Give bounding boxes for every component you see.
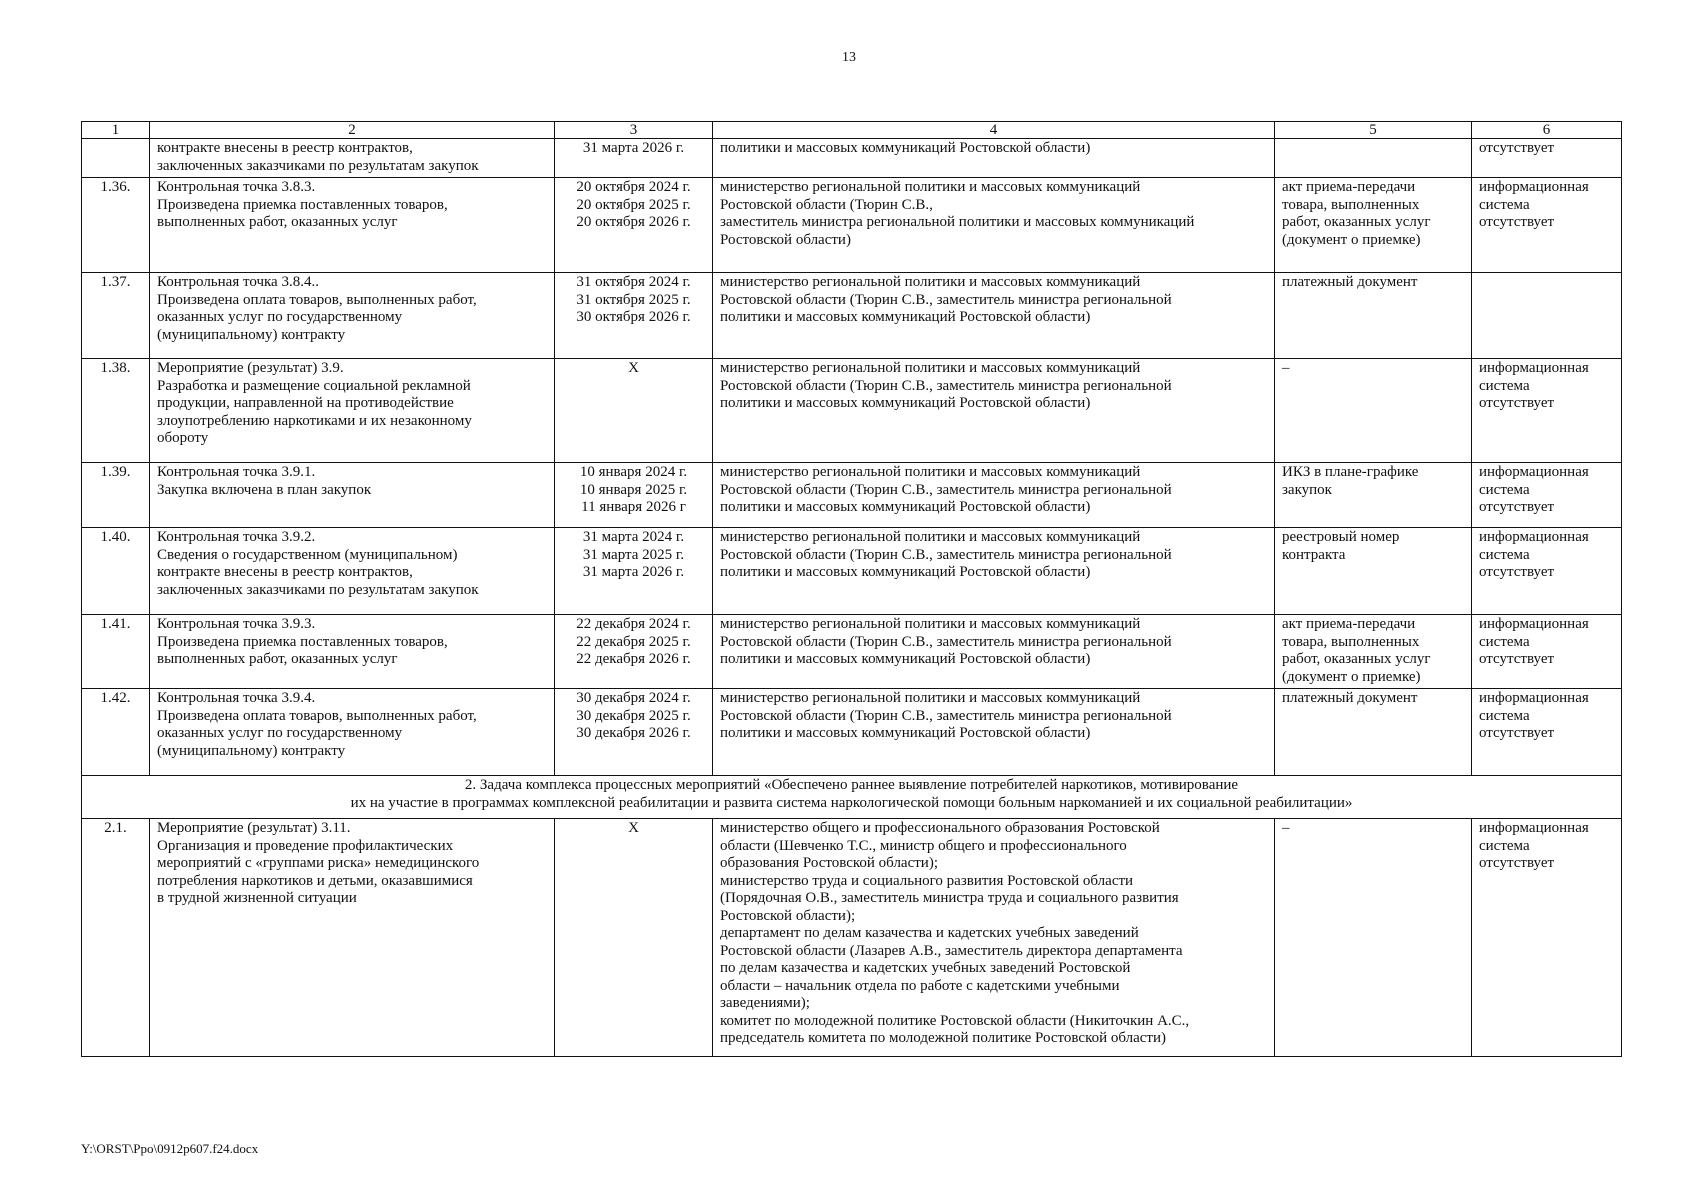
row-dates — [555, 689, 713, 776]
row-responsible-line: образования Ростовской области); — [720, 855, 938, 871]
row-dates-line: 31 марта 2024 г. — [582, 529, 685, 545]
row-responsible-line: Ростовской области (Тюрин С.В., заместитель министра региональной — [720, 291, 1172, 308]
row-responsible — [713, 273, 1275, 359]
row-responsible-line: политики и массовых коммуникаций Ростовской области) — [720, 395, 1091, 411]
row-dates-line: 22 декабря 2026 г. — [576, 651, 691, 667]
row-responsible-line: министерство региональной политики и массовых коммуникаций — [720, 360, 1141, 376]
row-number: 1.38. — [82, 359, 150, 463]
row-description-line: Контрольная точка 3.9.3. — [157, 616, 316, 632]
row-dates-line: 30 декабря 2024 г. — [576, 690, 691, 706]
row-responsible-line: министерство региональной политики и массовых коммуникаций — [720, 616, 1141, 632]
row-description-line: выполненных работ, оказанных услуг — [157, 651, 398, 667]
row-responsible-line: Ростовской области (Тюрин С.В., заместитель министра региональной — [720, 377, 1172, 394]
row-responsible — [713, 359, 1275, 463]
row-description-line: Произведена оплата товаров, выполненных работ, — [157, 291, 477, 308]
row-description-line: Мероприятие (результат) 3.11. — [157, 820, 351, 836]
row-dates-line: 31 марта 2026 г. — [582, 564, 685, 580]
row-description — [150, 273, 555, 359]
row-document — [1275, 273, 1472, 359]
row-dates-line: 10 января 2025 г. — [579, 481, 688, 498]
header-col-5: 5 — [1275, 122, 1472, 139]
row-info-system-line: отсутствует — [1479, 725, 1555, 741]
row-document — [1275, 359, 1472, 463]
row-info-system-line: информационная — [1479, 690, 1589, 706]
row-info-system-line: информационная — [1479, 820, 1589, 836]
row-dates — [555, 819, 713, 1057]
section-heading-line: 2. Задача комплекса процессных мероприятий «Обеспечено раннее выявление потребителей наркотиков, мотивирование — [464, 777, 1239, 793]
row-description-line: Организация и проведение профилактических — [157, 837, 454, 854]
row-dates — [555, 359, 713, 463]
row-responsible-line: министерство труда и социального развития Ростовской области — [720, 872, 1134, 889]
row-dates — [555, 178, 713, 273]
row-dates — [555, 273, 713, 359]
row-info-system-line: информационная — [1479, 360, 1589, 376]
row-description — [150, 139, 555, 178]
row-dates-line: 30 декабря 2025 г. — [576, 707, 691, 724]
row-info-system-line: отсутствует — [1479, 651, 1555, 667]
row-info-system-line: система — [1479, 707, 1530, 724]
row-info-system — [1472, 139, 1622, 178]
row-document-line: закупок — [1282, 481, 1332, 498]
row-info-system — [1472, 178, 1622, 273]
row-dates — [555, 528, 713, 615]
header-col-6: 6 — [1472, 122, 1622, 139]
row-dates-line: 30 октября 2026 г. — [576, 309, 691, 325]
row-info-system — [1472, 689, 1622, 776]
row-info-system-line: отсутствует — [1479, 214, 1555, 230]
row-dates-line: 31 октября 2025 г. — [576, 291, 691, 308]
row-document-line: работ, оказанных услуг — [1282, 651, 1431, 667]
row-info-system — [1472, 819, 1622, 1057]
row-responsible-line: Ростовской области (Тюрин С.В., заместитель министра региональной — [720, 546, 1172, 563]
row-dates-line: 31 марта 2026 г. — [582, 140, 685, 156]
row-info-system-line: система — [1479, 196, 1530, 213]
row-number: 2.1. — [82, 819, 150, 1057]
row-description-line: Сведения о государственном (муниципальном) — [157, 546, 458, 563]
row-document-line: работ, оказанных услуг — [1282, 214, 1431, 230]
row-document — [1275, 528, 1472, 615]
row-info-system-line: отсутствует — [1479, 140, 1555, 156]
row-dates-line: 11 января 2026 г — [581, 499, 686, 515]
row-document — [1275, 819, 1472, 1057]
row-info-system — [1472, 359, 1622, 463]
row-responsible — [713, 463, 1275, 528]
row-document-line: товара, выполненных — [1282, 633, 1420, 650]
row-dates-line: 30 декабря 2026 г. — [576, 725, 691, 741]
row-description — [150, 463, 555, 528]
row-responsible — [713, 528, 1275, 615]
row-responsible-line: политики и массовых коммуникаций Ростовской области) — [720, 309, 1091, 325]
row-dates-line: 20 октября 2025 г. — [576, 196, 691, 213]
row-responsible-line: политики и массовых коммуникаций Ростовской области) — [720, 564, 1091, 580]
row-info-system — [1472, 528, 1622, 615]
row-number: 1.36. — [82, 178, 150, 273]
row-description-line: Контрольная точка 3.8.4.. — [157, 274, 319, 290]
row-document-line: товара, выполненных — [1282, 196, 1420, 213]
row-description-line: Разработка и размещение социальной рекламной — [157, 377, 471, 394]
table-row — [82, 528, 1622, 615]
row-description-line: Контрольная точка 3.9.4. — [157, 690, 316, 706]
row-responsible-line: политики и массовых коммуникаций Ростовской области) — [720, 140, 1091, 156]
row-info-system-line: система — [1479, 481, 1530, 498]
row-dates-line: 31 марта 2025 г. — [582, 546, 685, 563]
row-info-system-line: система — [1479, 837, 1530, 854]
row-document-line: реестровый номер — [1282, 529, 1400, 545]
row-responsible-line: области – начальник отдела по работе с кадетскими учебными — [720, 977, 1120, 994]
row-description-line: Произведена приемка поставленных товаров, — [157, 633, 448, 650]
row-description — [150, 178, 555, 273]
header-row — [82, 122, 1622, 139]
row-responsible-line: политики и массовых коммуникаций Ростовской области) — [720, 499, 1091, 515]
row-document-line: – — [1282, 360, 1290, 376]
row-description — [150, 528, 555, 615]
row-description-line: Закупка включена в план закупок — [157, 481, 372, 498]
row-responsible-line: политики и массовых коммуникаций Ростовской области) — [720, 725, 1091, 741]
row-document — [1275, 615, 1472, 689]
row-info-system — [1472, 463, 1622, 528]
row-description-line: злоупотреблению наркотиками и их незаконному — [157, 412, 472, 429]
row-number: 1.37. — [82, 273, 150, 359]
row-dates-line: 20 октября 2024 г. — [576, 179, 691, 195]
row-responsible-line: министерство региональной политики и массовых коммуникаций — [720, 464, 1141, 480]
row-responsible-line: департамент по делам казачества и кадетских учебных заведений — [720, 925, 1139, 941]
row-responsible-line: министерство региональной политики и массовых коммуникаций — [720, 179, 1141, 195]
row-document — [1275, 178, 1472, 273]
row-description-line: Мероприятие (результат) 3.9. — [157, 360, 344, 376]
row-description-line: оказанных услуг по государственному — [157, 725, 403, 741]
section-row — [82, 776, 1622, 819]
row-responsible-line: области (Шевченко Т.С., министр общего и профессионального — [720, 837, 1127, 854]
row-document-line: ИКЗ в плане-графике — [1282, 464, 1419, 480]
row-responsible — [713, 819, 1275, 1057]
row-document-line: платежный документ — [1282, 274, 1418, 290]
row-responsible-line: заместитель министра региональной политики и массовых коммуникаций — [720, 214, 1195, 230]
table-row — [82, 463, 1622, 528]
row-description — [150, 615, 555, 689]
table-row — [82, 178, 1622, 273]
row-dates — [555, 139, 713, 178]
row-document-line: (документ о приемке) — [1282, 668, 1421, 685]
row-dates-line: 31 октября 2024 г. — [576, 274, 691, 290]
row-responsible — [713, 689, 1275, 776]
row-number: 1.41. — [82, 615, 150, 689]
row-responsible-line: Ростовской области (Тюрин С.В., заместитель министра региональной — [720, 481, 1172, 498]
row-responsible-line: Ростовской области (Тюрин С.В., — [720, 196, 933, 213]
row-responsible-line: по делам казачества и кадетских учебных заведений Ростовской — [720, 960, 1131, 976]
row-document — [1275, 689, 1472, 776]
row-info-system-line: информационная — [1479, 464, 1589, 480]
row-description-line: Произведена приемка поставленных товаров, — [157, 196, 448, 213]
row-responsible-line: политики и массовых коммуникаций Ростовской области) — [720, 651, 1091, 667]
row-responsible-line: министерство региональной политики и массовых коммуникаций — [720, 529, 1141, 545]
row-responsible-line: Ростовской области (Лазарев А.В., заместитель директора департамента — [720, 942, 1183, 959]
row-responsible-line: комитет по молодежной политике Ростовской области (Никиточкин А.С., — [720, 1012, 1190, 1029]
row-dates-line: 10 января 2024 г. — [579, 464, 688, 480]
row-description-line: Контрольная точка 3.8.3. — [157, 179, 316, 195]
row-document-line: платежный документ — [1282, 690, 1418, 706]
row-info-system — [1472, 615, 1622, 689]
row-description-line: обороту — [157, 430, 209, 446]
row-responsible — [713, 178, 1275, 273]
header-col-4: 4 — [713, 122, 1275, 139]
row-description-line: Контрольная точка 3.9.2. — [157, 529, 316, 545]
row-info-system-line: система — [1479, 633, 1530, 650]
row-document-line: акт приема-передачи — [1282, 616, 1416, 632]
header-col-1: 1 — [82, 122, 150, 139]
row-description — [150, 359, 555, 463]
header-col-3: 3 — [555, 122, 713, 139]
row-dates-line: 22 декабря 2025 г. — [576, 633, 691, 650]
row-description — [150, 689, 555, 776]
row-info-system-line: информационная — [1479, 529, 1589, 545]
footer-file-path: Y:\ORST\Ppo\0912p607.f24.docx — [81, 1141, 259, 1156]
row-responsible — [713, 615, 1275, 689]
row-description-line: потребления наркотиков и детьми, оказавшимися — [157, 872, 473, 889]
row-document — [1275, 139, 1472, 178]
row-info-system-line: отсутствует — [1479, 395, 1555, 411]
row-responsible-line: министерство региональной политики и массовых коммуникаций — [720, 690, 1141, 706]
row-description-line: мероприятий с «группами риска» немедицинского — [157, 855, 480, 871]
row-description-line: контракте внесены в реестр контрактов, — [157, 140, 413, 156]
row-responsible-line: министерство общего и профессионального образования Ростовской — [720, 820, 1160, 836]
row-dates-line: 20 октября 2026 г. — [576, 214, 691, 230]
section-heading-line: их на участие в программах комплексной реабилитации и развита система наркологической помощи больным наркоманией и их социальной реабилитации» — [350, 794, 1353, 811]
row-info-system-line: информационная — [1479, 179, 1589, 195]
row-dates-line: Х — [628, 820, 639, 836]
row-description-line: (муниципальному) контракту — [157, 742, 346, 759]
row-description-line: Контрольная точка 3.9.1. — [157, 464, 316, 480]
row-info-system-line: система — [1479, 546, 1530, 563]
row-info-system — [1472, 273, 1622, 359]
table-row — [82, 273, 1622, 359]
row-info-system-line: отсутствует — [1479, 499, 1555, 515]
row-dates — [555, 463, 713, 528]
table-row — [82, 819, 1622, 1057]
row-responsible-line: Ростовской области (Тюрин С.В., заместитель министра региональной — [720, 707, 1172, 724]
row-responsible-line: Ростовской области (Тюрин С.В., заместитель министра региональной — [720, 633, 1172, 650]
table-row — [82, 615, 1622, 689]
row-number: 1.39. — [82, 463, 150, 528]
row-responsible-line: заведениями); — [720, 995, 810, 1011]
row-info-system-line: система — [1479, 377, 1530, 394]
row-description-line: оказанных услуг по государственному — [157, 309, 403, 325]
header-col-2: 2 — [150, 122, 555, 139]
table-row — [82, 139, 1622, 178]
row-description-line: выполненных работ, оказанных услуг — [157, 214, 398, 230]
row-responsible-line: министерство региональной политики и массовых коммуникаций — [720, 274, 1141, 290]
row-responsible — [713, 139, 1275, 178]
row-description — [150, 819, 555, 1057]
table-row — [82, 359, 1622, 463]
row-document-line: (документ о приемке) — [1282, 231, 1421, 248]
row-description-line: контракте внесены в реестр контрактов, — [157, 564, 413, 580]
row-number: 1.42. — [82, 689, 150, 776]
row-document — [1275, 463, 1472, 528]
row-responsible-line: Ростовской области) — [720, 231, 851, 248]
row-document-line: акт приема-передачи — [1282, 179, 1416, 195]
row-document-line: – — [1282, 820, 1290, 836]
row-responsible-line: председатель комитета по молодежной политике Ростовской области) — [720, 1030, 1167, 1046]
row-description-line: заключенных заказчиками по результатам закупок — [157, 157, 479, 174]
page-number: 13 — [842, 50, 856, 65]
row-responsible-line: Ростовской области); — [720, 907, 856, 924]
measures-table — [81, 121, 1622, 1057]
row-dates — [555, 615, 713, 689]
row-dates-line: Х — [628, 360, 639, 376]
row-number — [82, 139, 150, 178]
row-info-system-line: отсутствует — [1479, 855, 1555, 871]
row-number: 1.40. — [82, 528, 150, 615]
row-document-line: контракта — [1282, 546, 1346, 563]
row-description-line: (муниципальному) контракту — [157, 326, 346, 343]
section-heading — [82, 776, 1622, 819]
table-row — [82, 689, 1622, 776]
row-description-line: продукции, направленной на противодействие — [157, 395, 454, 411]
row-info-system-line: отсутствует — [1479, 564, 1555, 580]
row-info-system-line: информационная — [1479, 616, 1589, 632]
row-description-line: в трудной жизненной ситуации — [157, 890, 357, 906]
row-description-line: заключенных заказчиками по результатам закупок — [157, 581, 479, 598]
row-responsible-line: (Порядочная О.В., заместитель министра труда и социального развития — [720, 890, 1179, 906]
row-dates-line: 22 декабря 2024 г. — [576, 616, 691, 632]
row-description-line: Произведена оплата товаров, выполненных работ, — [157, 707, 477, 724]
